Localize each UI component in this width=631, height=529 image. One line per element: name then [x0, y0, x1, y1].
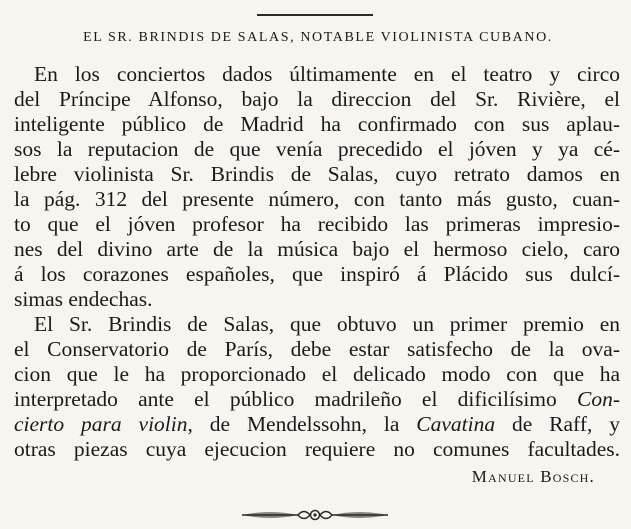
text-line: sos la reputacion de que venía precedido el jóven y ya cé-: [14, 137, 620, 161]
italic-title: Con-: [577, 387, 620, 411]
text-line: inteligente público de Madrid ha confirmado con sus aplau-: [14, 112, 620, 136]
text-line: [14, 387, 620, 412]
text-line: á los corazones españoles, que inspiró á Plácido sus dulcí-: [14, 262, 620, 286]
text-line: El Sr. Brindis de Salas, que obtuvo un primer premio en: [34, 312, 620, 336]
italic-title: cierto para violin: [14, 412, 188, 436]
text-run: de Raff, y: [495, 412, 620, 436]
ornament-divider-icon: [240, 505, 390, 525]
text-line: otras piezas cuya ejecucion requiere no comunes facultades.: [14, 437, 620, 461]
text-line: la pág. 312 del presente número, con tanto más gusto, cuan-: [14, 187, 620, 211]
text-run: interpretado ante el público madrileño el dificilísimo: [14, 387, 577, 411]
text-line: del Príncipe Alfonso, bajo la direccion del Sr. Rivière, el: [14, 87, 620, 111]
text-line: cion que le ha proporcionado el delicado modo con que ha: [14, 362, 620, 386]
text-line: [14, 412, 620, 437]
text-line: nes del divino arte de la música bajo el hermoso cielo, caro: [14, 237, 620, 261]
text-line: el Conservatorio de París, debe estar satisfecho de la ova-: [14, 337, 620, 361]
text-run: , de Mendelssohn, la: [187, 412, 417, 436]
text-line: lebre violinista Sr. Brindis de Salas, cuyo retrato damos en: [14, 162, 620, 186]
author-signature: Manuel Bosch.: [471, 467, 595, 486]
italic-title: Cavatina: [416, 412, 496, 436]
text-line: to que el jóven profesor ha recibido las primeras impresio-: [14, 212, 620, 236]
top-rule: [257, 14, 373, 16]
text-line: simas endechas.: [14, 287, 153, 311]
article-headline: EL SR. BRINDIS DE SALAS, NOTABLE VIOLINISTA CUBANO.: [83, 30, 553, 45]
text-line: En los conciertos dados últimamente en el teatro y circo: [34, 62, 620, 86]
